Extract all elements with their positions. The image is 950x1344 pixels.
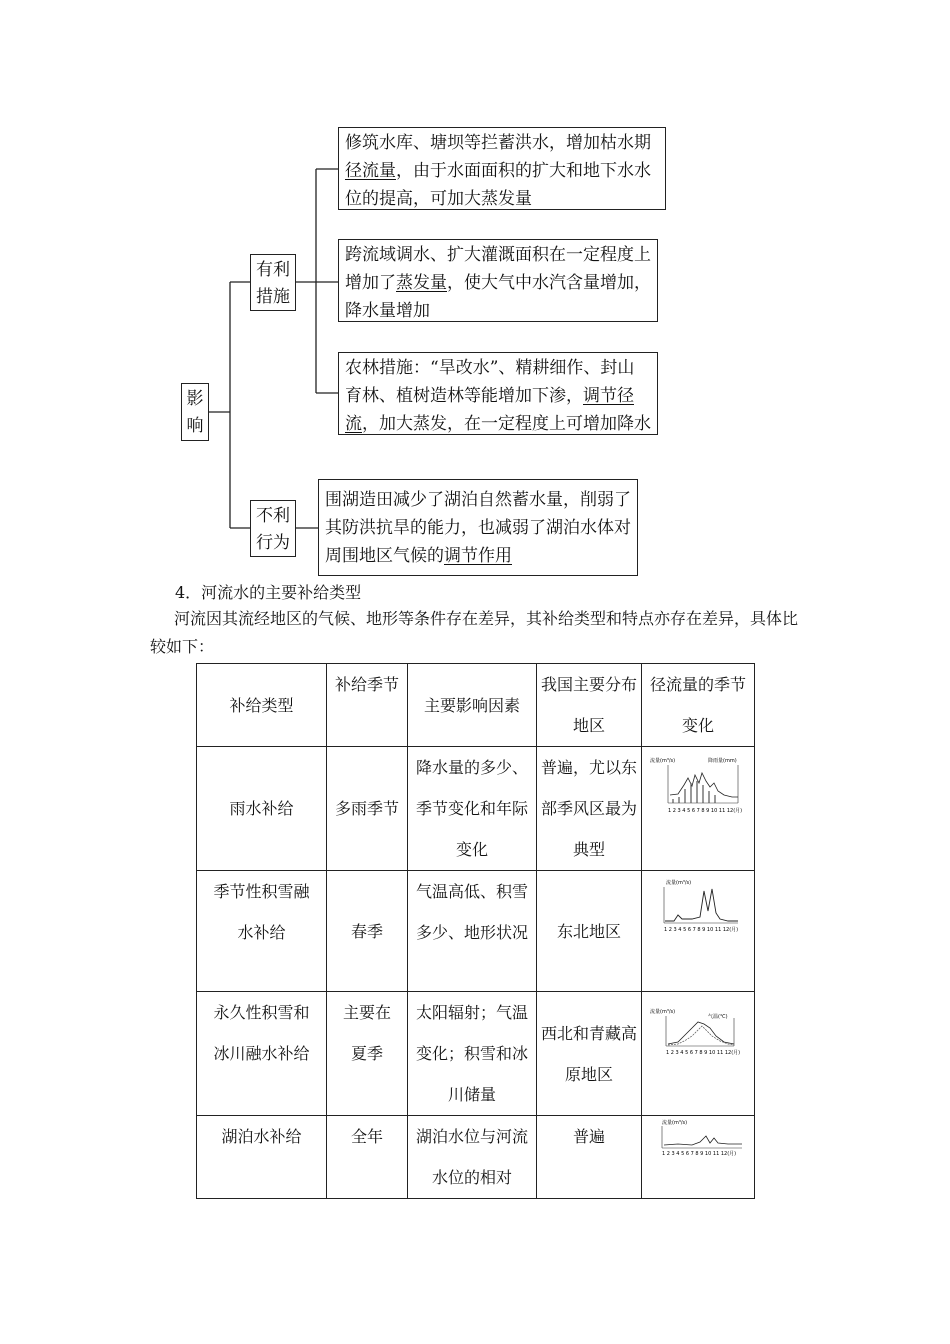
- rain-chart: [648, 753, 748, 815]
- season-cell: 主要在夏季: [327, 992, 408, 1116]
- section-heading: 4．河流水的主要补给类型: [175, 583, 362, 602]
- item-text: 修筑水库、塘坝等拦蓄洪水，增加枯水期: [345, 133, 651, 153]
- chart-cell: [642, 992, 755, 1116]
- unfavorable-actions-node: [250, 500, 296, 557]
- item-text: 围湖造田减少了湖泊自然蓄水量，削弱了其防洪抗旱的能力，也减弱了湖泊水体对周围地区气候的: [325, 490, 631, 566]
- glacier-chart: [648, 1006, 748, 1068]
- favorable-measures-node: [250, 254, 296, 311]
- rain-y2-label: 降雨量(mm): [708, 758, 737, 764]
- snowmelt-chart: [648, 877, 748, 939]
- favorable-label: 有利措施: [256, 260, 290, 307]
- table-header-row: [197, 664, 755, 747]
- type-cell: 永久性积雪和冰川融水补给: [197, 992, 327, 1116]
- section-intro: 河流因其流经地区的气候、地形等条件存在差异，其补给类型和特点亦存在差异，具体比较如下：: [150, 609, 799, 656]
- table-row: [197, 992, 755, 1116]
- favorable-item-reservoir: [338, 127, 666, 210]
- table-row: [197, 1116, 755, 1199]
- type-cell: 雨水补给: [197, 747, 327, 871]
- item-text: ，使大气中水汽含量增加，降水量增加: [345, 273, 651, 321]
- chart-cell: [642, 747, 755, 871]
- chart-cell: [642, 1116, 755, 1199]
- item-underlined-term: 调节径流: [345, 386, 634, 434]
- table-row: [197, 747, 755, 871]
- item-text: 农林措施：“旱改水”、精耕细作、封山育林、植树造林等能增加下渗，: [345, 358, 635, 406]
- season-cell: 全年: [327, 1116, 408, 1199]
- rain-x-ticks: 1 2 3 4 5 6 7 8 9 10 11 12(月): [668, 808, 743, 814]
- factors-cell: 太阳辐射；气温变化；积雪和冰川储量: [408, 992, 537, 1116]
- factors-cell: 气温高低、积雪多少、地形状况: [408, 871, 537, 992]
- chart-cell: [642, 871, 755, 992]
- river-supply-table: [196, 663, 755, 1199]
- factors-cell: 湖泊水位与河流水位的相对: [408, 1116, 537, 1199]
- root-label: 影响: [186, 389, 204, 436]
- header-cell: 我国主要分布地区: [537, 664, 642, 747]
- root-node-influence: [181, 383, 209, 441]
- type-cell: 湖泊水补给: [197, 1116, 327, 1199]
- region-cell: 东北地区: [537, 871, 642, 992]
- glacier-y1-label: 流量(m³/s): [650, 1009, 676, 1015]
- header-cell: 补给类型: [197, 664, 327, 747]
- lake-x-ticks: 1 2 3 4 5 6 7 8 9 10 11 12(月): [662, 1151, 737, 1157]
- season-cell: 春季: [327, 871, 408, 992]
- region-cell: 普遍: [537, 1116, 642, 1199]
- item-underlined-term: 调节作用: [444, 546, 512, 566]
- item-underlined-term: 蒸发量: [396, 273, 447, 293]
- item-text: 跨流域调水、扩大灌溉面积在一定程度上增加了: [345, 245, 651, 293]
- region-cell: 西北和青藏高原地区: [537, 992, 642, 1116]
- favorable-item-agroforestry: [338, 352, 658, 435]
- unfavorable-item-reclamation: [318, 479, 638, 576]
- unfavorable-label: 不利行为: [256, 506, 290, 553]
- glacier-x-ticks: 1 2 3 4 5 6 7 8 9 10 11 12(月): [666, 1050, 741, 1056]
- snow-y1-label: 流量(m³/s): [666, 880, 692, 886]
- type-cell: 季节性积雪融水补给: [197, 871, 327, 992]
- snow-x-ticks: 1 2 3 4 5 6 7 8 9 10 11 12(月): [664, 927, 739, 933]
- header-cell: 补给季节: [327, 664, 408, 747]
- item-underlined-term: 径流量: [345, 161, 396, 181]
- item-text: ，由于水面面积的扩大和地下水水位的提高，可加大蒸发量: [345, 161, 651, 209]
- lake-chart: [648, 1118, 748, 1158]
- rain-y1-label: 流量(m³/s): [650, 758, 676, 764]
- header-cell: 主要影响因素: [408, 664, 537, 747]
- factors-cell: 降水量的多少、季节变化和年际变化: [408, 747, 537, 871]
- table-row: [197, 871, 755, 992]
- season-cell: 多雨季节: [327, 747, 408, 871]
- lake-y1-label: 流量(m³/s): [662, 1120, 688, 1126]
- header-cell: 径流量的季节变化: [642, 664, 755, 747]
- favorable-item-water-transfer: [338, 239, 658, 322]
- region-cell: 普遍，尤以东部季风区最为典型: [537, 747, 642, 871]
- item-text: ，加大蒸发，在一定程度上可增加降水: [362, 414, 651, 434]
- glacier-y2-label: 气温(℃): [708, 1014, 728, 1020]
